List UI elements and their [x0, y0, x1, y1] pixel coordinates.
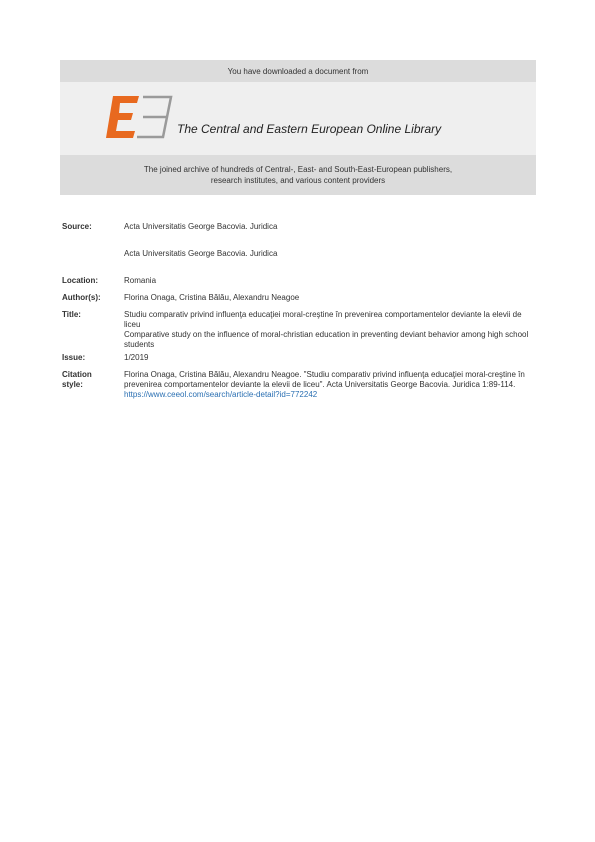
- citation-row: [62, 370, 537, 400]
- issue-value: 1/2019: [124, 353, 149, 362]
- title-english: Comparative study on the influence of moral-christian education in preventing deviant behavior among high school students: [124, 330, 529, 349]
- ceeol-logo-icon: [103, 94, 173, 140]
- library-name: The Central and Eastern European Online Library: [177, 122, 442, 136]
- citation-text: Florina Onaga, Cristina Bălău, Alexandru Neagoe. "Studiu comparativ privind influenţa educaţiei moral-creştine în prevenirea comportamentelor deviante la elevii de liceu". Acta Universitatis George Bacovia. Juridica 1:89-114.: [124, 370, 525, 389]
- location-label: Location:: [62, 276, 98, 285]
- blurb-line-2: research institutes, and various content providers: [210, 176, 386, 185]
- title-romanian: Studiu comparativ privind influenţa educaţiei moral-creştine în prevenirea comportamentelor deviante la elevii de liceu: [124, 310, 522, 329]
- document-metadata: [62, 222, 537, 400]
- source-alt-row: [62, 249, 537, 259]
- source-label: Source:: [62, 222, 92, 231]
- download-notice: You have downloaded a document from: [227, 66, 369, 76]
- download-notice-bar: [60, 60, 536, 82]
- source-row: [62, 222, 537, 232]
- authors-label: Author(s):: [62, 293, 101, 302]
- archive-description: [60, 155, 536, 195]
- source-value: Acta Universitatis George Bacovia. Juridica: [124, 222, 278, 231]
- citation-label-1: Citation: [62, 370, 92, 379]
- issue-row: [62, 353, 537, 363]
- authors-value: Florina Onaga, Cristina Bălău, Alexandru Neagoe: [124, 293, 300, 302]
- citation-link[interactable]: https://www.ceeol.com/search/article-detail?id=772242: [124, 390, 318, 399]
- library-banner: [60, 82, 536, 155]
- source-value-alt: Acta Universitatis George Bacovia. Juridica: [124, 249, 278, 258]
- blurb-line-1: The joined archive of hundreds of Central-, East- and South-East-European publishers,: [143, 165, 453, 174]
- citation-label-2: style:: [62, 380, 83, 389]
- title-label: Title:: [62, 310, 81, 319]
- issue-label: Issue:: [62, 353, 86, 362]
- location-row: [62, 276, 537, 286]
- location-value: Romania: [124, 276, 157, 285]
- authors-row: [62, 293, 537, 303]
- title-row: [62, 310, 537, 350]
